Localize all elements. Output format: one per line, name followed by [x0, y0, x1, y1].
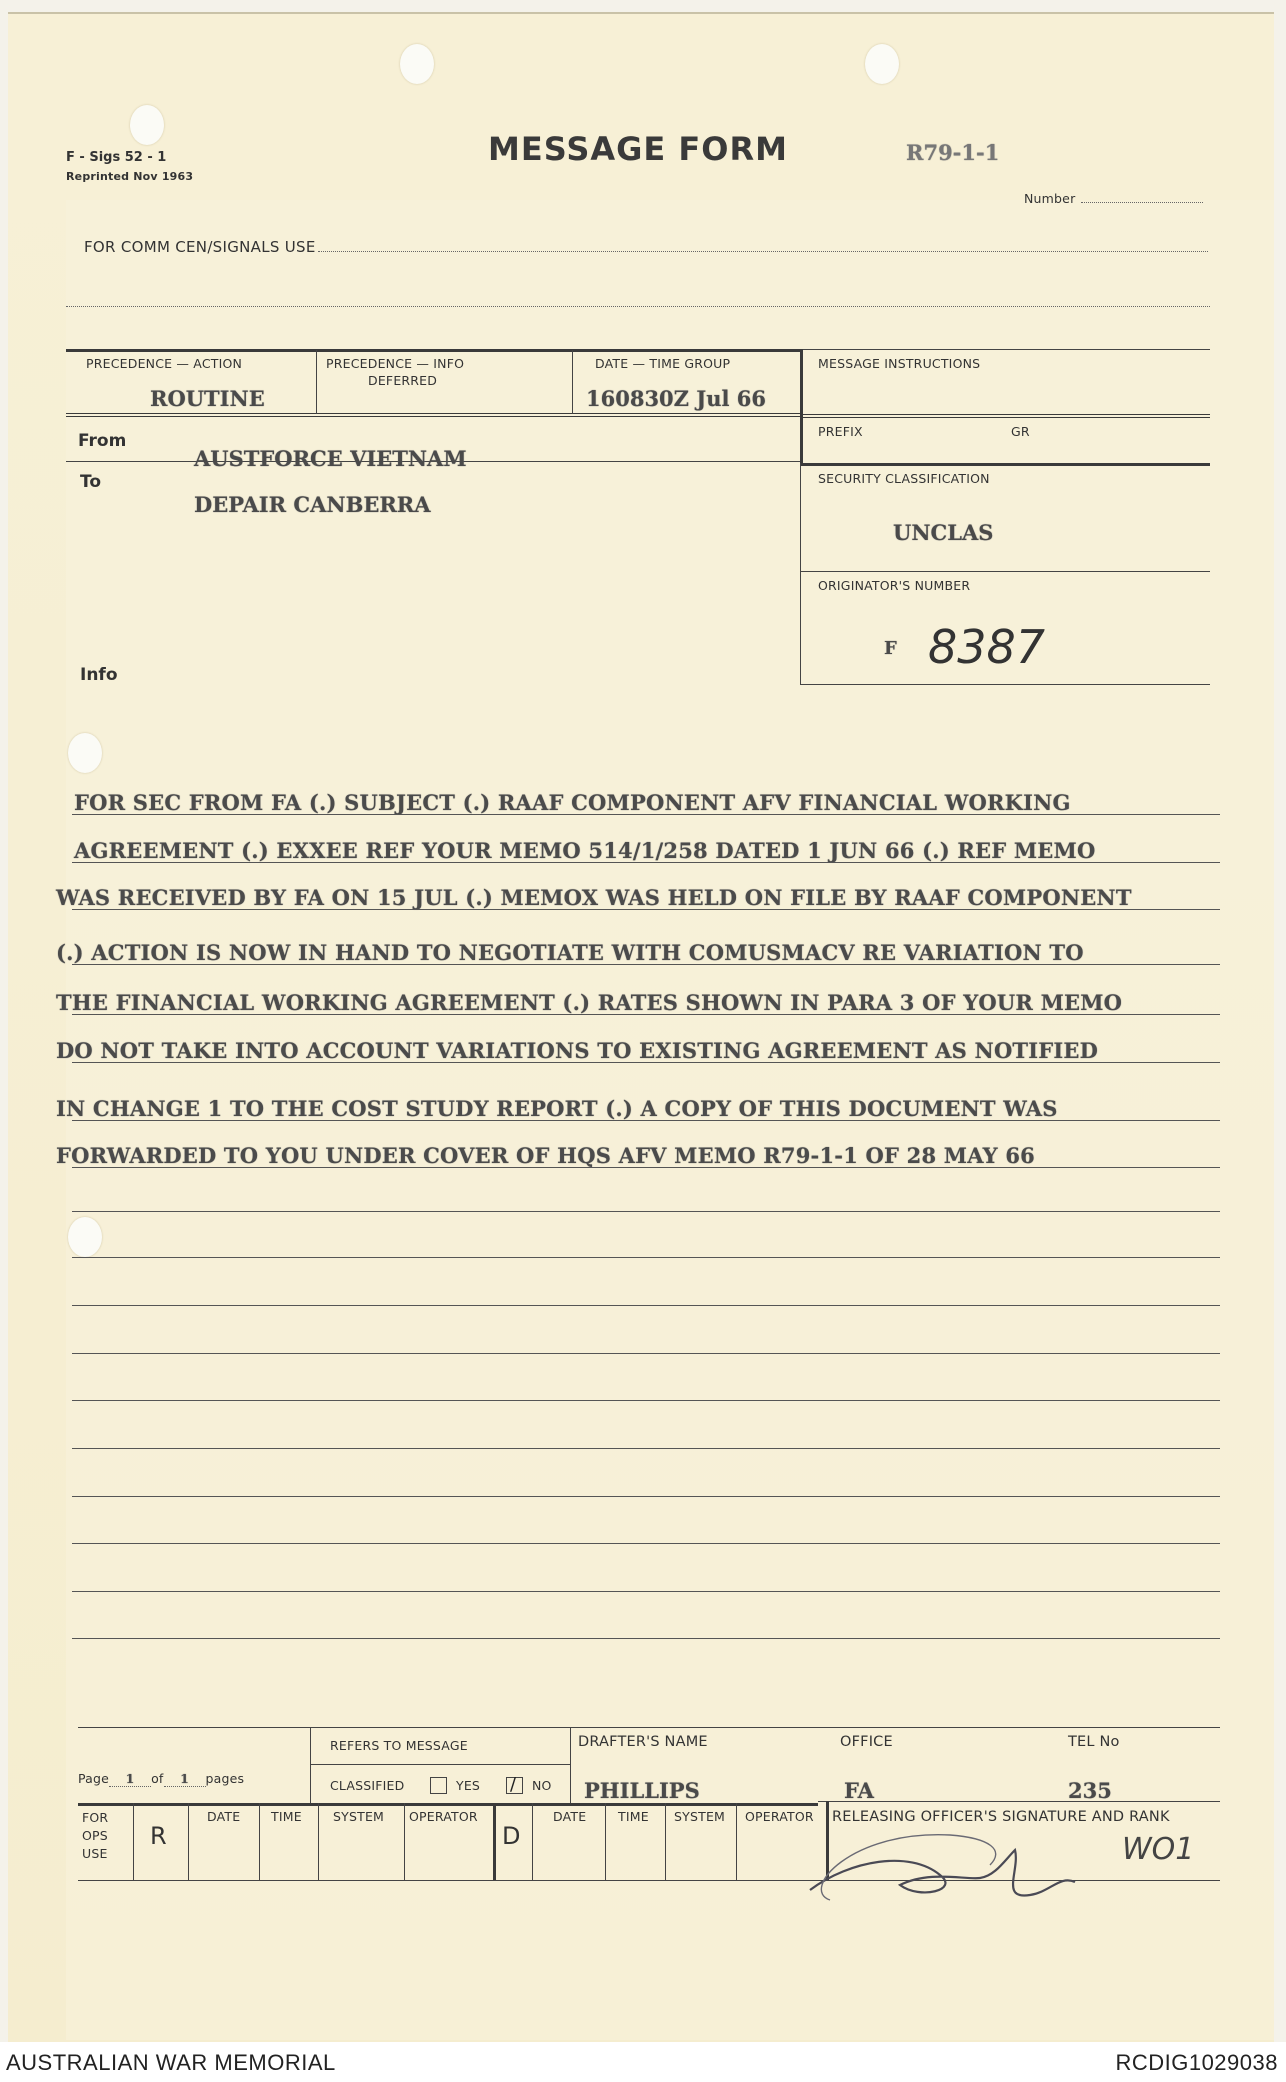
- message-body-rule: [72, 1062, 1220, 1063]
- precedence-action-value[interactable]: ROUTINE: [150, 386, 265, 411]
- message-body-line: THE FINANCIAL WORKING AGREEMENT (.) RATES SHOWN IN PARA 3 OF YOUR MEMO: [56, 990, 1123, 1015]
- total-pages-input[interactable]: 1: [164, 1771, 206, 1787]
- form-id: F - Sigs 52 - 1: [66, 150, 167, 165]
- footer-rule: [78, 1727, 1220, 1728]
- office-label: OFFICE: [840, 1734, 893, 1750]
- message-body-line: FOR SEC FROM FA (.) SUBJECT (.) RAAF COMPONENT AFV FINANCIAL WORKING: [74, 790, 1071, 815]
- message-body-line: WAS RECEIVED BY FA ON 15 JUL (.) MEMOX WAS HELD ON FILE BY RAAF COMPONENT: [56, 885, 1132, 910]
- grid-rule: [800, 571, 1210, 572]
- blank-rule: [72, 1400, 1220, 1401]
- drafter-name-value[interactable]: PHILLIPS: [584, 1778, 700, 1803]
- originator-number-label: ORIGINATOR'S NUMBER: [818, 578, 971, 593]
- number-label: Number: [1024, 191, 1076, 206]
- security-classification-value[interactable]: UNCLAS: [893, 520, 994, 545]
- precedence-action-label: PRECEDENCE — ACTION: [86, 356, 243, 371]
- security-classification-label: SECURITY CLASSIFICATION: [818, 471, 990, 486]
- grid-rule: [800, 463, 1210, 466]
- r-operator-label: OPERATOR: [409, 1809, 478, 1824]
- reprint-date: Reprinted Nov 1963: [66, 170, 194, 183]
- ops-divider: [605, 1803, 606, 1880]
- message-body-line: IN CHANGE 1 TO THE COST STUDY REPORT (.) A COPY OF THIS DOCUMENT WAS: [56, 1096, 1058, 1121]
- footer-rule: [310, 1764, 570, 1765]
- comm-cen-second-line: [66, 306, 1210, 307]
- message-body-rule: [72, 964, 1220, 965]
- to-value[interactable]: DEPAIR CANBERRA: [194, 492, 431, 517]
- archive-institution: AUSTRALIAN WAR MEMORIAL: [6, 2050, 336, 2075]
- archive-catalog-id: RCDIG1029038: [1115, 2050, 1278, 2075]
- originator-number-value[interactable]: 8387: [928, 620, 1046, 674]
- punch-hole: [865, 44, 899, 84]
- message-instructions-label: MESSAGE INSTRUCTIONS: [818, 356, 981, 371]
- classified-yes-label: YES: [456, 1778, 481, 1793]
- precedence-info-sublabel: DEFERRED: [368, 373, 438, 388]
- footer-divider: [570, 1727, 571, 1805]
- grid-rule: [66, 349, 802, 352]
- dtg-label: DATE — TIME GROUP: [595, 356, 731, 371]
- r-time-label: TIME: [271, 1809, 302, 1824]
- ops-divider: [736, 1803, 737, 1880]
- blank-rule: [72, 1638, 1220, 1639]
- page-label: Page: [78, 1771, 110, 1786]
- number-field[interactable]: [1024, 188, 1203, 207]
- number-input[interactable]: [1081, 202, 1203, 203]
- grid-rule: [802, 414, 1210, 418]
- classified-label: CLASSIFIED: [330, 1778, 405, 1793]
- message-body-rule: [72, 862, 1220, 863]
- classified-yes-checkbox[interactable]: [430, 1777, 447, 1794]
- message-body-line: (.) ACTION IS NOW IN HAND TO NEGOTIATE WITH COMUSMACV RE VARIATION TO: [56, 940, 1084, 965]
- ops-divider: [493, 1803, 496, 1880]
- punch-hole: [400, 44, 434, 84]
- punch-hole: [68, 1217, 102, 1257]
- page-count-field: [78, 1771, 244, 1787]
- grid-divider: [800, 463, 801, 685]
- check-mark-icon: /: [510, 1774, 517, 1795]
- gr-label: GR: [1011, 424, 1030, 439]
- message-body-rule: [72, 1120, 1220, 1121]
- ops-divider: [318, 1803, 319, 1880]
- footer-rule: [78, 1803, 818, 1806]
- ops-divider: [404, 1803, 405, 1880]
- punch-hole: [68, 733, 102, 773]
- message-body-rule: [72, 1014, 1220, 1015]
- page-title: MESSAGE FORM: [488, 130, 788, 168]
- precedence-info-label: PRECEDENCE — INFO: [326, 356, 465, 371]
- blank-rule: [72, 1448, 1220, 1449]
- releasing-officer-label: RELEASING OFFICER'S SIGNATURE AND RANK: [832, 1809, 1170, 1825]
- ops-divider: [532, 1803, 533, 1880]
- for-ops-use-label: FOR OPS USE: [82, 1810, 109, 1861]
- d-time-label: TIME: [618, 1809, 649, 1824]
- message-body-line: FORWARDED TO YOU UNDER COVER OF HQS AFV MEMO R79-1-1 OF 28 MAY 66: [56, 1143, 1035, 1168]
- tel-label: TEL No: [1068, 1734, 1120, 1750]
- tel-value[interactable]: 235: [1068, 1778, 1112, 1803]
- comm-cen-input[interactable]: [318, 251, 1208, 252]
- blank-rule: [72, 1496, 1220, 1497]
- grid-divider: [800, 349, 803, 464]
- footer-rule: [818, 1801, 1220, 1802]
- releasing-officer-rank: WO1: [1122, 1832, 1195, 1867]
- blank-rule: [72, 1257, 1220, 1258]
- message-body-line: AGREEMENT (.) EXXEE REF YOUR MEMO 514/1/258 DATED 1 JUN 66 (.) REF MEMO: [74, 838, 1096, 863]
- originator-prefix: F: [884, 638, 897, 659]
- message-body-rule: [72, 909, 1220, 910]
- blank-rule: [72, 1543, 1220, 1544]
- r-system-label: SYSTEM: [333, 1809, 385, 1824]
- ops-divider: [665, 1803, 666, 1880]
- grid-rule: [66, 413, 802, 417]
- to-label: To: [80, 472, 102, 492]
- of-label: of: [151, 1771, 164, 1786]
- grid-rule: [800, 684, 1210, 685]
- from-value[interactable]: AUSTFORCE VIETNAM: [194, 446, 467, 471]
- d-system-label: SYSTEM: [674, 1809, 726, 1824]
- d-label: D: [502, 1822, 521, 1850]
- ops-divider: [259, 1803, 260, 1880]
- office-value[interactable]: FA: [844, 1778, 874, 1803]
- blank-rule: [72, 1305, 1220, 1306]
- message-body-line: DO NOT TAKE INTO ACCOUNT VARIATIONS TO EXISTING AGREEMENT AS NOTIFIED: [56, 1038, 1099, 1063]
- blank-rule: [72, 1591, 1220, 1592]
- refers-to-message-label: REFERS TO MESSAGE: [330, 1738, 468, 1753]
- footer-divider: [310, 1727, 311, 1805]
- message-body-rule: [72, 1167, 1220, 1168]
- message-body-rule: [72, 814, 1220, 815]
- r-label: R: [150, 1822, 167, 1850]
- info-label: Info: [80, 665, 118, 685]
- dtg-value[interactable]: 160830Z Jul 66: [586, 386, 767, 411]
- page-number-input[interactable]: 1: [109, 1771, 151, 1787]
- grid-divider: [572, 350, 573, 414]
- comm-cen-field[interactable]: [84, 238, 1208, 256]
- classified-no-checkbox[interactable]: [506, 1774, 523, 1795]
- from-label: From: [78, 431, 127, 451]
- ops-divider: [188, 1803, 189, 1880]
- prefix-label: PREFIX: [818, 424, 863, 439]
- grid-divider: [316, 350, 317, 414]
- punch-hole: [130, 105, 164, 145]
- drafter-name-label: DRAFTER'S NAME: [578, 1734, 708, 1750]
- classified-no-label: NO: [532, 1778, 552, 1793]
- grid-rule: [802, 349, 1210, 350]
- ops-divider: [133, 1803, 134, 1880]
- d-operator-label: OPERATOR: [745, 1809, 814, 1824]
- r-date-label: DATE: [207, 1809, 241, 1824]
- comm-cen-label: FOR COMM CEN/SIGNALS USE: [84, 238, 316, 256]
- d-date-label: DATE: [553, 1809, 587, 1824]
- pages-label: pages: [205, 1771, 245, 1786]
- file-reference: R79-1-1: [906, 140, 1000, 165]
- blank-rule: [72, 1353, 1220, 1354]
- blank-rule: [72, 1211, 1220, 1212]
